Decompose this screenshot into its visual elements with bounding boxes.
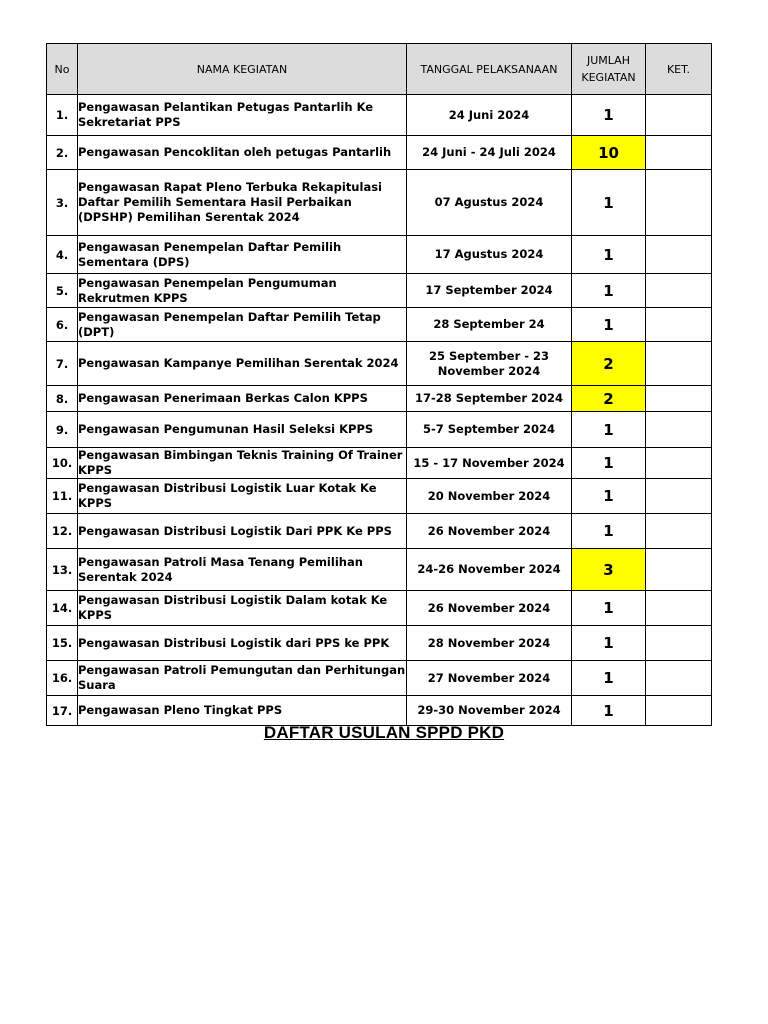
row-ket: [646, 448, 712, 479]
row-ket: [646, 696, 712, 726]
table-row: [47, 661, 712, 696]
row-no: 9.: [47, 412, 78, 448]
row-tanggal: 20 November 2024: [407, 479, 572, 514]
row-jumlah: 1: [572, 448, 646, 479]
row-jumlah: 1: [572, 591, 646, 626]
row-ket: [646, 95, 712, 136]
header-no: No: [47, 44, 78, 95]
row-nama-kegiatan: Pengawasan Pencoklitan oleh petugas Pantarlih: [78, 136, 407, 170]
row-nama-kegiatan: Pengawasan Patroli Pemungutan dan Perhitungan Suara: [78, 661, 407, 696]
row-jumlah: 1: [572, 308, 646, 342]
row-jumlah: 1: [572, 479, 646, 514]
row-no: 17.: [47, 696, 78, 726]
activity-table: [46, 43, 712, 726]
row-tanggal: 26 November 2024: [407, 591, 572, 626]
row-nama-kegiatan: Pengawasan Rapat Pleno Terbuka Rekapitulasi Daftar Pemilih Sementara Hasil Perbaikan (DPSHP) Pemilihan Serentak 2024: [78, 170, 407, 236]
row-jumlah: 2: [572, 342, 646, 386]
row-no: 16.: [47, 661, 78, 696]
row-no: 12.: [47, 514, 78, 549]
row-nama-kegiatan: Pengawasan Distribusi Logistik Dari PPK Ke PPS: [78, 514, 407, 549]
row-jumlah: 1: [572, 412, 646, 448]
row-jumlah: 1: [572, 661, 646, 696]
row-nama-kegiatan: Pengawasan Penempelan Pengumuman Rekrutmen KPPS: [78, 274, 407, 308]
row-ket: [646, 236, 712, 274]
row-tanggal: 17 Agustus 2024: [407, 236, 572, 274]
row-jumlah: 1: [572, 170, 646, 236]
row-tanggal: 24-26 November 2024: [407, 549, 572, 591]
row-nama-kegiatan: Pengawasan Penempelan Daftar Pemilih Tetap (DPT): [78, 308, 407, 342]
row-tanggal: 28 November 2024: [407, 626, 572, 661]
row-nama-kegiatan: Pengawasan Distribusi Logistik dari PPS ke PPK: [78, 626, 407, 661]
header-tanggal-pelaksanaan: TANGGAL PELAKSANAAN: [407, 44, 572, 95]
row-no: 13.: [47, 549, 78, 591]
row-nama-kegiatan: Pengawasan Bimbingan Teknis Training Of Trainer KPPS: [78, 448, 407, 479]
row-ket: [646, 479, 712, 514]
row-tanggal: 28 September 24: [407, 308, 572, 342]
row-ket: [646, 549, 712, 591]
table-row: [47, 386, 712, 412]
row-nama-kegiatan: Pengawasan Distribusi Logistik Luar Kotak Ke KPPS: [78, 479, 407, 514]
header-jumlah-kegiatan: [572, 44, 646, 95]
row-jumlah: 2: [572, 386, 646, 412]
row-no: 15.: [47, 626, 78, 661]
row-tanggal: 26 November 2024: [407, 514, 572, 549]
table-row: [47, 412, 712, 448]
header-nama-kegiatan: NAMA KEGIATAN: [78, 44, 407, 95]
row-no: 1.: [47, 95, 78, 136]
row-no: 2.: [47, 136, 78, 170]
row-nama-kegiatan: Pengawasan Pengumunan Hasil Seleksi KPPS: [78, 412, 407, 448]
row-jumlah: 1: [572, 514, 646, 549]
row-ket: [646, 591, 712, 626]
row-tanggal: 25 September - 23 November 2024: [407, 342, 572, 386]
row-ket: [646, 626, 712, 661]
row-no: 14.: [47, 591, 78, 626]
row-jumlah: 1: [572, 626, 646, 661]
row-nama-kegiatan: Pengawasan Patroli Masa Tenang Pemilihan Serentak 2024: [78, 549, 407, 591]
row-tanggal: 24 Juni - 24 Juli 2024: [407, 136, 572, 170]
row-tanggal: 07 Agustus 2024: [407, 170, 572, 236]
row-no: 6.: [47, 308, 78, 342]
table-row: [47, 136, 712, 170]
row-nama-kegiatan: Pengawasan Pleno Tingkat PPS: [78, 696, 407, 726]
table-row: [47, 549, 712, 591]
row-ket: [646, 661, 712, 696]
table-row: [47, 342, 712, 386]
row-no: 10.: [47, 448, 78, 479]
header-jumlah-line2: KEGIATAN: [581, 71, 636, 84]
table-row: [47, 236, 712, 274]
row-ket: [646, 308, 712, 342]
row-nama-kegiatan: Pengawasan Distribusi Logistik Dalam kotak Ke KPPS: [78, 591, 407, 626]
row-tanggal: 15 - 17 November 2024: [407, 448, 572, 479]
row-jumlah: 10: [572, 136, 646, 170]
table-row: [47, 170, 712, 236]
row-no: 11.: [47, 479, 78, 514]
row-jumlah: 1: [572, 696, 646, 726]
table-row: [47, 626, 712, 661]
row-jumlah: 1: [572, 274, 646, 308]
table-row: [47, 591, 712, 626]
row-no: 4.: [47, 236, 78, 274]
table-row: [47, 696, 712, 726]
row-tanggal: 24 Juni 2024: [407, 95, 572, 136]
row-nama-kegiatan: Pengawasan Pelantikan Petugas Pantarlih Ke Sekretariat PPS: [78, 95, 407, 136]
row-no: 7.: [47, 342, 78, 386]
row-no: 3.: [47, 170, 78, 236]
row-tanggal: 5-7 September 2024: [407, 412, 572, 448]
table-row: [47, 448, 712, 479]
row-ket: [646, 412, 712, 448]
row-tanggal: 17 September 2024: [407, 274, 572, 308]
table-row: [47, 479, 712, 514]
row-nama-kegiatan: Pengawasan Kampanye Pemilihan Serentak 2024: [78, 342, 407, 386]
document-caption: DAFTAR USULAN SPPD PKD: [263, 723, 505, 742]
row-nama-kegiatan: Pengawasan Penempelan Daftar Pemilih Sementara (DPS): [78, 236, 407, 274]
table-body: [47, 95, 712, 726]
row-tanggal: 17-28 September 2024: [407, 386, 572, 412]
table-row: [47, 514, 712, 549]
table-row: [47, 308, 712, 342]
row-ket: [646, 514, 712, 549]
row-jumlah: 1: [572, 95, 646, 136]
row-ket: [646, 170, 712, 236]
document-sheet: [46, 43, 711, 726]
table-row: [47, 95, 712, 136]
row-jumlah: 1: [572, 236, 646, 274]
row-tanggal: 27 November 2024: [407, 661, 572, 696]
row-no: 5.: [47, 274, 78, 308]
table-row: [47, 274, 712, 308]
row-no: 8.: [47, 386, 78, 412]
table-header-row: [47, 44, 712, 95]
header-ket: KET.: [646, 44, 712, 95]
row-jumlah: 3: [572, 549, 646, 591]
row-tanggal: 29-30 November 2024: [407, 696, 572, 726]
row-ket: [646, 274, 712, 308]
row-ket: [646, 136, 712, 170]
row-nama-kegiatan: Pengawasan Penerimaan Berkas Calon KPPS: [78, 386, 407, 412]
row-ket: [646, 386, 712, 412]
header-jumlah-line1: JUMLAH: [587, 54, 630, 67]
row-ket: [646, 342, 712, 386]
